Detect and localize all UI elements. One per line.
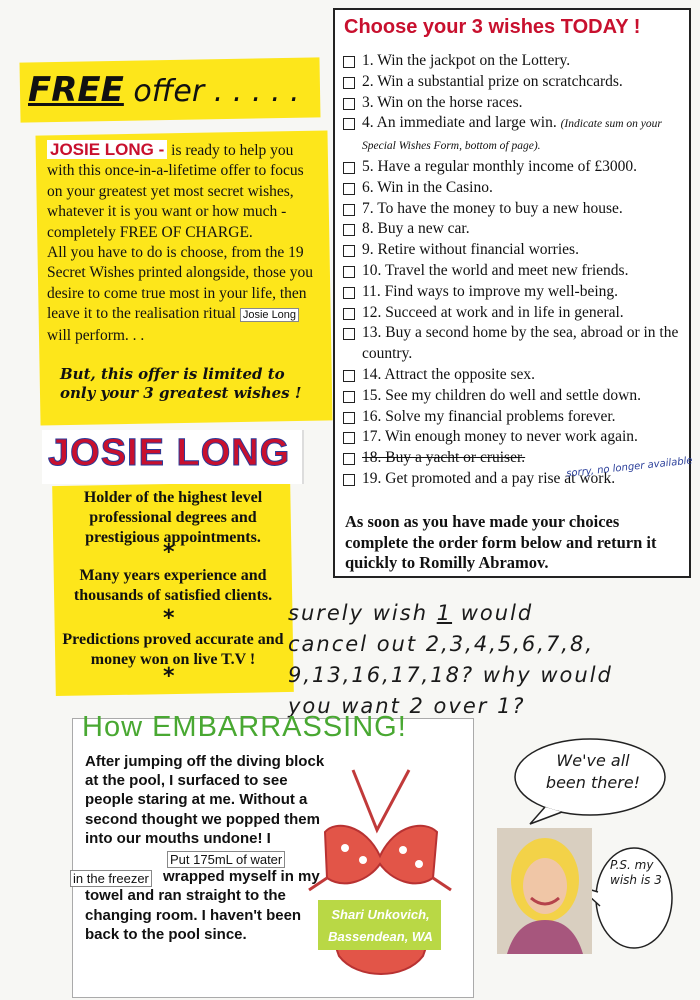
embarrassing-title: How EMBARRASSING!: [82, 711, 407, 743]
star-separator: *: [163, 664, 175, 689]
free-word: FREE: [28, 70, 124, 110]
wish-item[interactable]: 15. See my children do well and settle down.: [342, 386, 682, 407]
wishes-list: [342, 51, 682, 490]
checkbox-icon[interactable]: [343, 162, 355, 174]
offer-limit-text: But, this offer is limited to only your 3 greatest wishes !: [60, 365, 302, 402]
checkbox-icon[interactable]: [343, 453, 355, 465]
checkbox-icon[interactable]: [343, 204, 355, 216]
checkbox-icon[interactable]: [343, 183, 355, 195]
speech-bubble-text: We've all been there!: [545, 751, 641, 792]
wish-item[interactable]: 8. Buy a new car.: [342, 219, 682, 240]
checkbox-icon[interactable]: [343, 266, 355, 278]
wish-item[interactable]: 9. Retire without financial worries.: [342, 240, 682, 261]
freezer-tag: in the freezer: [70, 870, 152, 887]
wish-item[interactable]: 13. Buy a second home by the sea, abroad or in the country.: [342, 323, 682, 365]
wish-item[interactable]: 16. Solve my financial problems forever.: [342, 407, 682, 428]
wish-item[interactable]: 14. Attract the opposite sex.: [342, 365, 682, 386]
josie-name-label: JOSIE LONG -: [47, 140, 167, 159]
water-tag: Put 175mL of water: [167, 851, 285, 868]
checkbox-icon[interactable]: [343, 474, 355, 486]
intro-text-2: All you have to do is choose, from the 19 Secret Wishes printed alongside, those you desire to come true most in your life, then leave it to the realisation ritual: [47, 244, 313, 323]
josie-long-tag: Josie Long: [240, 308, 299, 322]
wish-item[interactable]: 5. Have a regular monthly income of £3000.: [342, 157, 682, 178]
wish-item[interactable]: 1. Win the jackpot on the Lottery.: [342, 51, 682, 72]
checkbox-icon[interactable]: [343, 224, 355, 236]
josie-long-heading: JOSIE LONG: [48, 432, 291, 474]
wish-item[interactable]: 6. Win in the Casino.: [342, 178, 682, 199]
wish-item[interactable]: 3. Win on the horse races.: [342, 93, 682, 114]
intro-text-3: will perform. . .: [47, 326, 145, 344]
free-offer-title: [28, 70, 300, 110]
checkbox-icon[interactable]: [343, 56, 355, 68]
credential-experience: Many years experience and thousands of satisfied clients.: [73, 567, 273, 604]
wish-item[interactable]: 2. Win a substantial prize on scratchcards.: [342, 72, 682, 93]
wish-item[interactable]: 7. To have the money to buy a new house.: [342, 199, 682, 220]
checkbox-icon[interactable]: [343, 370, 355, 382]
order-instructions: As soon as you have made your choices complete the order form below and return it quickly to Romilly Abramov.: [345, 512, 657, 572]
checkbox-icon[interactable]: [343, 245, 355, 257]
josie-intro-text: [47, 140, 321, 346]
wish-18-struck: 18. Buy a yacht or cruiser.: [362, 449, 526, 467]
checkbox-icon[interactable]: [343, 328, 355, 340]
wish-item[interactable]: 17. Win enough money to never work again.: [342, 427, 682, 448]
embarrassing-story: After jumping off the diving block at the pool, I surfaced to see people staring at me. Without a second thought we popped them into our mouths undone! I wrapped myself in my towel and ran straight to the changing room. I haven't been back to the pool since.: [85, 753, 325, 943]
wish-item[interactable]: 4. An immediate and large win. (Indicate sum on your Special Wishes Form, bottom of page).: [342, 113, 682, 157]
checkbox-icon[interactable]: [343, 77, 355, 89]
credential-predictions: Predictions proved accurate and money won on live T.V !: [62, 631, 284, 668]
intro-text-1: is ready to help you with this once-in-a-lifetime offer to focus on your greatest yet most secret wishes, whatever it is you want or how much - completely FREE OF CHARGE.: [47, 142, 304, 241]
checkbox-icon[interactable]: [343, 412, 355, 424]
credential-degrees: Holder of the highest level professional degrees and prestigious appointments.: [83, 489, 263, 546]
sorry-handwritten-note: sorry, no longer available: [565, 455, 694, 480]
checkbox-icon[interactable]: [343, 308, 355, 320]
bikini-image: [305, 760, 455, 995]
star-separator: *: [163, 540, 175, 565]
handwritten-comment: surely wish 1 would cancel out 2,3,4,5,6,7,8, 9,13,16,17,18? why would you want 2 over 1?: [288, 601, 613, 718]
wish-item[interactable]: 10. Travel the world and meet new friends.: [342, 261, 682, 282]
checkbox-icon[interactable]: [343, 287, 355, 299]
offer-word: offer . . . . .: [123, 74, 300, 109]
wish-item[interactable]: 11. Find ways to improve my well-being.: [342, 282, 682, 303]
checkbox-icon[interactable]: [343, 98, 355, 110]
star-separator: *: [163, 606, 175, 631]
wish-4-note: (Indicate sum on your Special Wishes Form, bottom of page).: [362, 118, 662, 153]
portrait-photo: [497, 828, 592, 954]
wishes-title: Choose your 3 wishes TODAY !: [344, 16, 641, 38]
wish-item[interactable]: 12. Succeed at work and in life in general.: [342, 303, 682, 324]
ps-note-text: P.S. my wish is 3: [610, 858, 662, 887]
checkbox-icon[interactable]: [343, 391, 355, 403]
reader-credit: Shari Unkovich, Bassendean, WA: [328, 907, 433, 944]
checkbox-icon[interactable]: [343, 432, 355, 444]
wish-item[interactable]: 19. Get promoted and a pay rise at work.: [342, 469, 682, 490]
checkbox-icon[interactable]: [343, 118, 355, 130]
